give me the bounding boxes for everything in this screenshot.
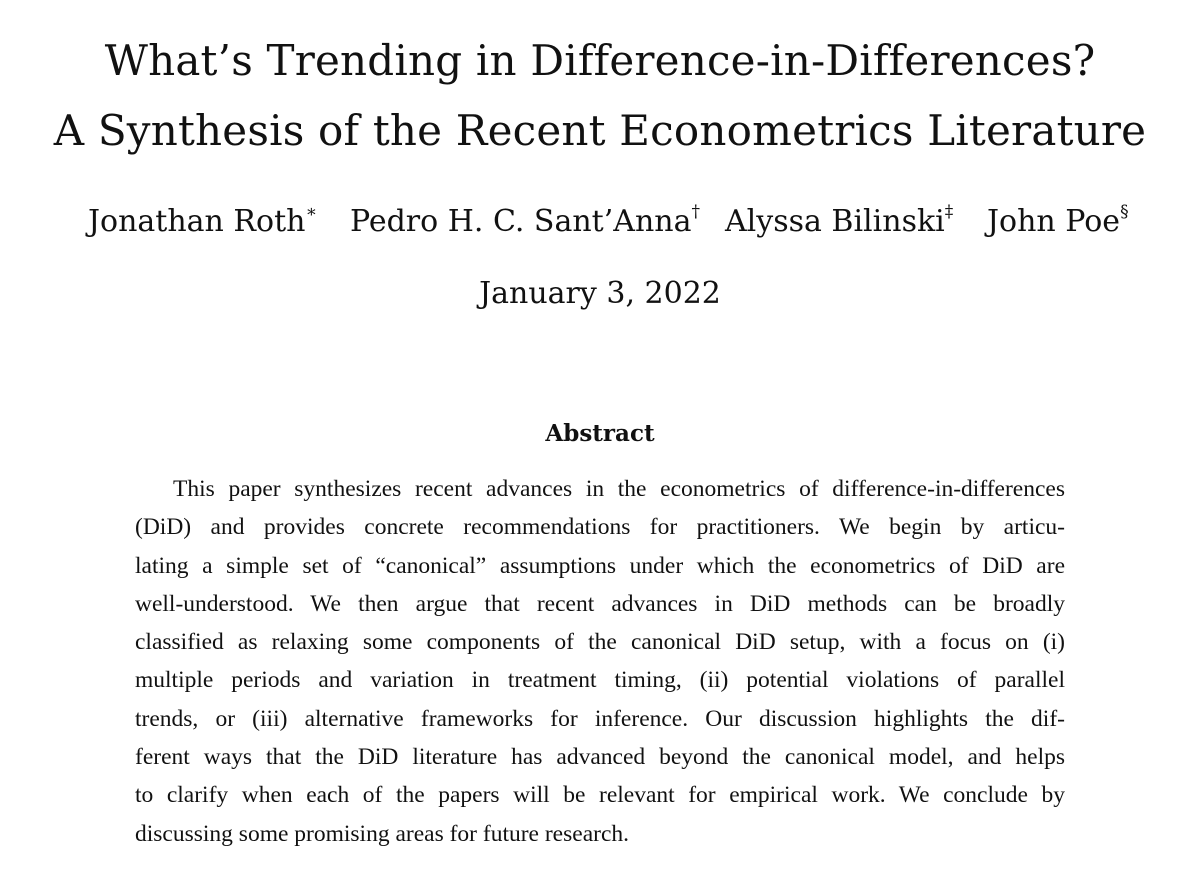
author-name: Pedro H. C. Sant’Anna (350, 204, 692, 239)
author-footnote-mark: ‡ (944, 202, 954, 222)
abstract-line: (DiD) and provides concrete recommendations for practitioners. We begin by articu- (135, 514, 1065, 541)
paper-title-line-2: A Synthesis of the Recent Econometrics Literature (53, 106, 1147, 155)
author-footnote-mark: § (1120, 202, 1129, 222)
author-footnote-mark: † (691, 202, 700, 222)
abstract-line: to clarify when each of the papers will be relevant for empirical work. We conclude by (135, 782, 1065, 809)
abstract-line: lating a simple set of “canonical” assumptions under which the econometrics of DiD are (135, 552, 1065, 579)
author-list (0, 204, 1200, 244)
author-name: John Poe (987, 204, 1121, 239)
author-name: Jonathan Roth (88, 204, 306, 239)
author-poe (987, 204, 1129, 239)
abstract-heading: Abstract (545, 420, 655, 447)
author-name: Alyssa Bilinski (725, 204, 945, 239)
paper-title-line-1: What’s Trending in Difference-in-Differences? (104, 36, 1096, 85)
publication-date: January 3, 2022 (479, 276, 721, 311)
abstract-line: trends, or (iii) alternative frameworks for inference. Our discussion highlights the dif- (135, 705, 1065, 732)
abstract-line: well-understood. We then argue that recent advances in DiD methods can be broadly (135, 590, 1065, 617)
author-roth (88, 204, 317, 239)
abstract-body (135, 470, 1065, 853)
abstract-line: multiple periods and variation in treatment timing, (ii) potential violations of parallel (135, 667, 1065, 694)
author-footnote-mark: ∗ (305, 202, 318, 222)
abstract-line: ferent ways that the DiD literature has advanced beyond the canonical model, and helps (135, 744, 1065, 771)
author-santanna (350, 204, 700, 239)
author-bilinski (725, 204, 953, 239)
abstract-line: classified as relaxing some components of the canonical DiD setup, with a focus on (i) (135, 629, 1065, 656)
abstract-line: discussing some promising areas for future research. (135, 820, 630, 847)
abstract-line: This paper synthesizes recent advances in the econometrics of difference-in-differences (173, 476, 1065, 502)
